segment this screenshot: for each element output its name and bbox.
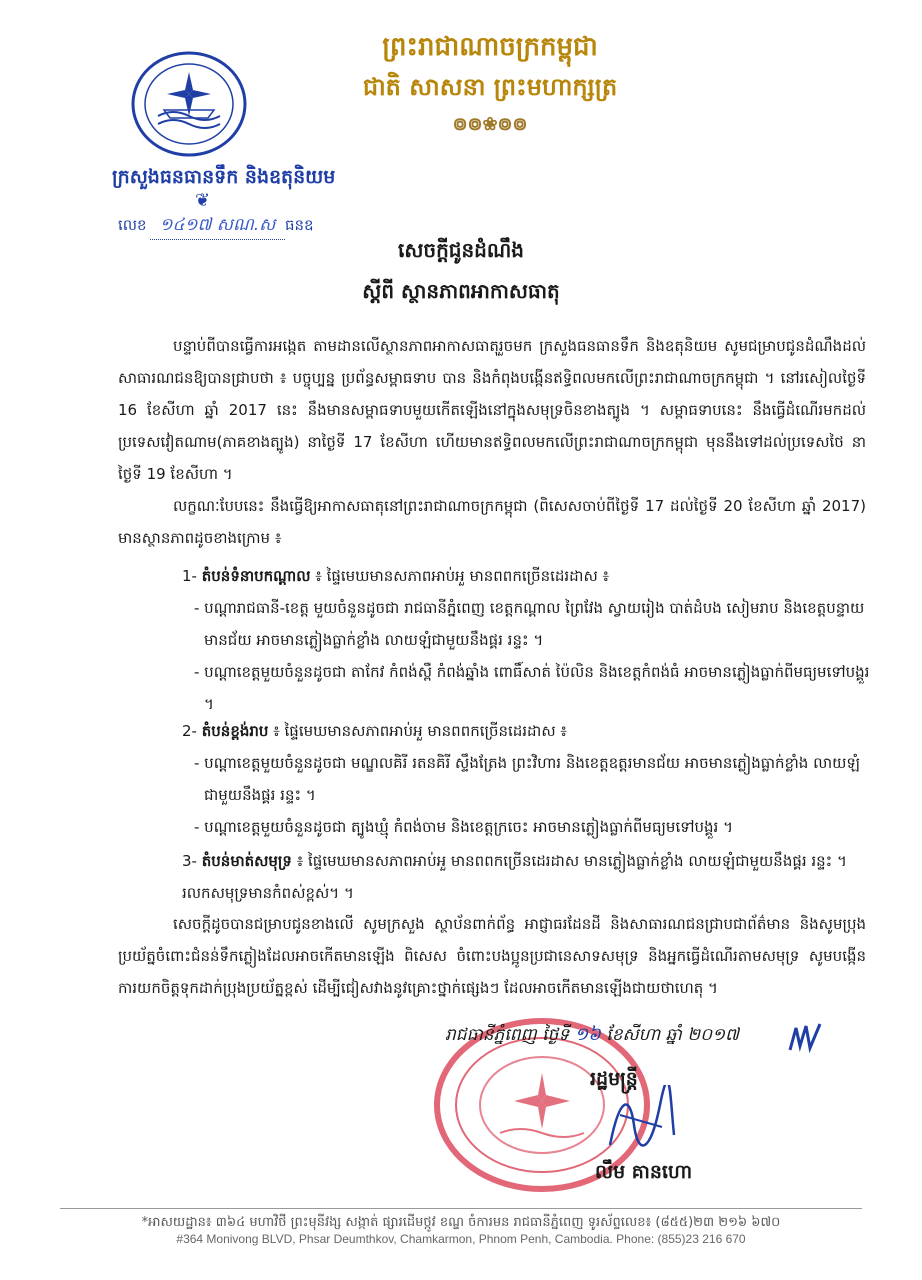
- region-bullet: - បណ្តារាជធានី-ខេត្ត មួយចំនួនដូចជា រាជធានីភ្នំពេញ ខេត្តកណ្តាល ព្រៃវែង ស្វាយរៀង បាត់ដំបង សៀមរាប និងខេត្តបន្ទាយមានជ័យ អាចមានភ្លៀងធ្លាក់ខ្លាំង លាយឡំជាមួយនឹងផ្គរ រន្ទះ ។: [194, 599, 865, 649]
- footer-address-english: #364 Monivong BLVD, Phsar Deumthkov, Chamkarmon, Phnom Penh, Cambodia. Phone: (855)23 216 670: [176, 1232, 746, 1246]
- region-num: 3-: [182, 852, 197, 870]
- ornament: ៙៙❀៙៙: [452, 114, 528, 135]
- paragraph-closing: សេចក្តីដូចបានជម្រាបជូនខាងលើ សូមក្រសួង ស្ថាប័នពាក់ព័ន្ធ អាជ្ញាធរដែនដី និងសាធារណជនជ្រាបជាព័ត៌មាន និងសូមប្រុងប្រយ័ត្នចំពោះជំនន់ទឹកភ្លៀងដែលអាចកើតមានឡើង ពិសេស ចំពោះបងប្អូនប្រជានេសាទសមុទ្រ និងអ្នកធ្វើដំណើរតាមសមុទ្រ សូមបង្កើនការយកចិត្តទុកដាក់ប្រុងប្រយ័ត្នខ្ពស់ ដើម្បីជៀសវាងនូវគ្រោះថ្នាក់ផ្សេងៗ ដែលអាចកើតមានឡើងជាយថាហេតុ ។: [118, 915, 866, 997]
- document-title: សេចក្តីជូនដំណឹង: [398, 238, 524, 262]
- ref-number: ១៤១៧ សណ.ស: [150, 214, 285, 240]
- region-name: តំបន់ទំនាបកណ្តាល: [201, 567, 311, 585]
- signatory-title: រដ្ឋមន្ត្រី: [590, 1068, 638, 1090]
- region-desc: ៖ ផ្ទៃមេឃមានសភាពអាប់អួ មានពពកច្រើនដេរដាស មានភ្លៀងធ្លាក់ខ្លាំង លាយឡំជាមួយនឹងផ្គរ រន្ទះ ។ រលកសមុទ្រមានកំពស់ខ្ពស់។ ។: [182, 852, 847, 902]
- region-num: 2-: [182, 722, 197, 740]
- paragraph-intro: បន្ទាប់ពីបានធ្វើការអង្កេត តាមដានលើស្ថានភាពអាកាសធាតុរួចមក ក្រសួងធនធានទឹក និងឧតុនិយម សូមជម្រាបជូនដំណឹងដល់សាធារណជនឱ្យបានជ្រាបថា ៖ បច្ចុប្បន្ន ប្រព័ន្ធសម្ពាធទាប បាន និងកំពុងបង្កើនឥទ្ធិពលមកលើព្រះរាជាណាចក្រកម្ពុជា ។ នៅរសៀលថ្ងៃទី 16 ខែសីហា ឆ្នាំ 2017 នេះ នឹងមានសម្ពាធទាបមួយកើតឡើងនៅក្នុងសមុទ្រចិនខាងត្បូង ។ សម្ពាធទាបនេះ នឹងធ្វើដំណើរមកដល់ប្រទេសវៀតណាម(ភាគខាងត្បូង) នាថ្ងៃទី 17 ខែសីហា ហើយមានឥទ្ធិពលមកលើព្រះរាជាណាចក្រកម្ពុជា មុននឹងទៅដល់ប្រទេសថៃ នាថ្ងៃទី 19 ខែសីហា ។: [118, 337, 866, 483]
- paragraph-conditions: លក្ខណៈបែបនេះ នឹងធ្វើឱ្យអាកាសធាតុនៅព្រះរាជាណាចក្រកម្ពុជា (ពិសេសចាប់ពីថ្ងៃទី 17 ដល់ថ្ងៃទី 20 ខែសីហា ឆ្នាំ 2017) មានស្ថានភាពដូចខាងក្រោម ៖: [118, 497, 866, 547]
- region-name: តំបន់ខ្ពង់រាប: [201, 722, 269, 740]
- region-desc: ៖ ផ្ទៃមេឃមានសភាពអាប់អួ មានពពកច្រើនដេរដាស ៖: [268, 722, 567, 740]
- signatory-name: លឹម គានហោ: [595, 1161, 693, 1183]
- ornament-flourish: ❦: [195, 190, 211, 211]
- handwritten-signature: [600, 1085, 680, 1155]
- footer-divider: [60, 1208, 862, 1209]
- ministry-name: ក្រសួងធនធានទឹក និងឧតុនិយម: [112, 166, 336, 188]
- ref-label: លេខ: [118, 216, 147, 234]
- document-subject: ស្តីពី ស្ថានភាពអាកាសធាតុ: [362, 279, 560, 303]
- date-line: [445, 1022, 739, 1049]
- ministry-logo: [130, 50, 248, 158]
- date-month-year: ខែសីហា ឆ្នាំ ២០១៧: [606, 1025, 739, 1045]
- kingdom-heading: ព្រះរាជាណាចក្រកម្ពុជា: [382, 32, 598, 62]
- footer-address-khmer: *អាសយដ្ឋាន៖ ៣៦៤ មហាវិថី ព្រះមុនីវង្ស សង្កាត់ ផ្សារដើមថ្កូវ ខណ្ឌ ចំការមន រាជធានីភ្នំពេញ ទូរស័ព្ទលេខ៖ (៨៥៥)២៣ ២១៦ ៦៧០: [141, 1215, 781, 1230]
- date-place: រាជធានីភ្នំពេញ ថ្ងៃទី: [445, 1025, 570, 1045]
- national-motto: ជាតិ សាសនា ព្រះមហាក្សត្រ: [362, 72, 618, 101]
- region-desc: ៖ ផ្ទៃមេឃមានសភាពអាប់អួ មានពពកច្រើនដេរដាស ៖: [310, 567, 610, 585]
- initial-mark: [786, 1020, 826, 1056]
- region-bullet: - បណ្តាខេត្តមួយចំនួនដូចជា តាកែវ កំពង់ស្ពឺ កំពង់ឆ្នាំង ពោធិ៍សាត់ ប៉ៃលិន និងខេត្តកំពង់ធំ អាចមានភ្លៀងធ្លាក់ពីមធ្យមទៅបង្គួរ ។: [194, 663, 870, 713]
- region-central-lowland: [182, 560, 872, 720]
- ref-suffix: ធនឧ: [285, 216, 314, 234]
- region-coastal: [182, 845, 872, 909]
- date-day: ១៦: [574, 1024, 601, 1045]
- region-bullet: - បណ្តាខេត្តមួយចំនួនដូចជា ត្បូងឃ្មុំ កំពង់ចាម និងខេត្តក្រចេះ អាចមានភ្លៀងធ្លាក់ពីមធ្យមទៅបង្គួរ ។: [194, 818, 733, 836]
- region-num: 1-: [182, 567, 197, 585]
- region-plateau: [182, 715, 872, 843]
- region-bullet: - បណ្តាខេត្តមួយចំនួនដូចជា មណ្ឌលគិរី រតនគិរី ស្ទឹងត្រែង ព្រះវិហារ និងខេត្តឧត្តរមានជ័យ អាចមានភ្លៀងធ្លាក់ខ្លាំង លាយឡំជាមួយនឹងផ្គរ រន្ទះ ។: [194, 754, 860, 804]
- region-name: តំបន់មាត់សមុទ្រ: [201, 852, 292, 870]
